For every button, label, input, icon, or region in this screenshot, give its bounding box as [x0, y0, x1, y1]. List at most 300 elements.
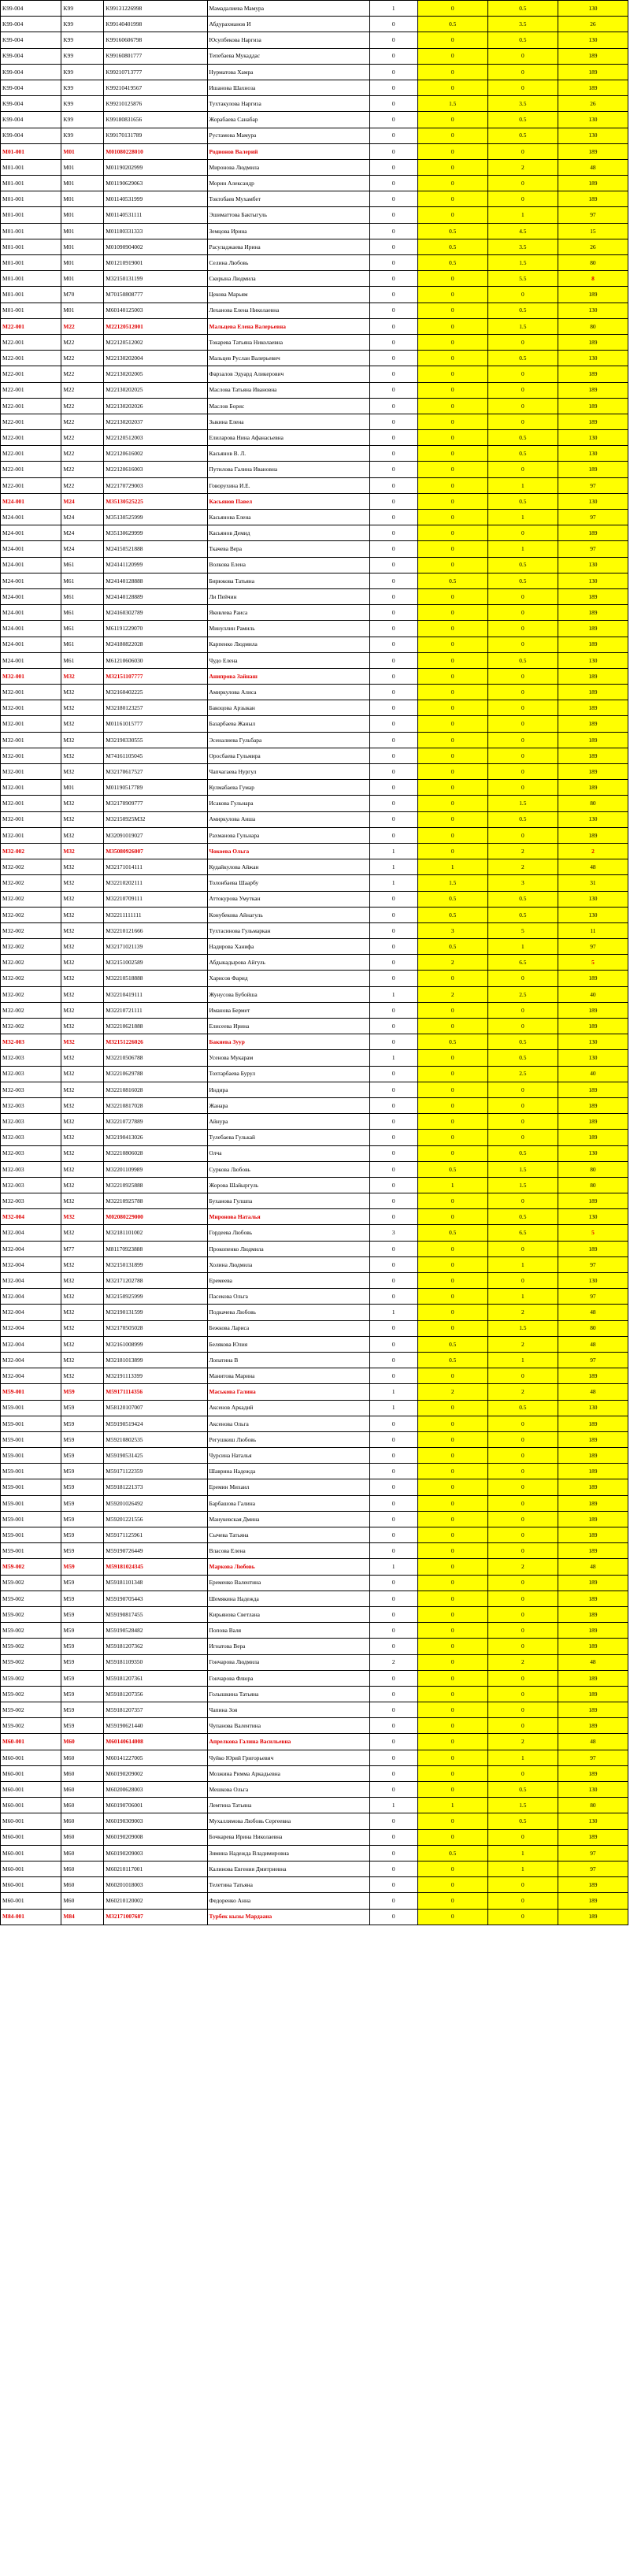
value-1-cell: 0 — [369, 1431, 417, 1447]
value-1-cell: 0 — [369, 1082, 417, 1097]
table-row — [1, 1813, 628, 1829]
value-3-cell: 1 — [487, 1352, 558, 1368]
value-3-cell: 0 — [487, 780, 558, 796]
value-4-cell: 5 — [558, 955, 628, 971]
value-4-cell: 5 — [558, 1225, 628, 1241]
account-cell: M32210806028 — [104, 1145, 207, 1161]
branch-cell: M32-002 — [1, 939, 61, 955]
name-cell: Еремин Михаил — [207, 1479, 369, 1495]
value-3-cell: 0 — [487, 191, 558, 207]
name-cell: Голышкина Татьяна — [207, 1686, 369, 1702]
code-cell: M32 — [61, 796, 104, 811]
code-cell: M32 — [61, 971, 104, 986]
value-4-cell: 80 — [558, 796, 628, 811]
code-cell: M32 — [61, 1352, 104, 1368]
branch-cell: M22-001 — [1, 446, 61, 462]
branch-cell: M59-002 — [1, 1686, 61, 1702]
branch-cell: K99-004 — [1, 1, 61, 17]
value-4-cell: 40 — [558, 986, 628, 1002]
account-cell: M22170729003 — [104, 477, 207, 493]
value-4-cell: 31 — [558, 875, 628, 891]
value-2-cell: 0.5 — [417, 1845, 487, 1861]
value-2-cell: 0 — [417, 191, 487, 207]
code-cell: M70 — [61, 287, 104, 303]
value-1-cell: 0 — [369, 176, 417, 191]
value-3-cell: 4.5 — [487, 223, 558, 239]
name-cell: Елиларова Нина Афанасьевна — [207, 430, 369, 446]
value-2-cell: 0 — [417, 1559, 487, 1575]
name-cell: Лемтина Татьяна — [207, 1798, 369, 1813]
account-cell: M32210629788 — [104, 1066, 207, 1082]
value-3-cell: 1 — [487, 1845, 558, 1861]
value-4-cell: 130 — [558, 430, 628, 446]
value-3-cell: 0 — [487, 588, 558, 604]
value-4-cell: 48 — [558, 1384, 628, 1400]
value-3-cell: 0 — [487, 685, 558, 700]
value-2-cell: 2 — [417, 986, 487, 1002]
code-cell: K99 — [61, 128, 104, 143]
table-row — [1, 557, 628, 573]
value-4-cell: 48 — [558, 859, 628, 875]
value-3-cell: 2 — [487, 1305, 558, 1320]
code-cell: M22 — [61, 446, 104, 462]
account-cell: M35130629999 — [104, 525, 207, 541]
account-cell: M24180822028 — [104, 637, 207, 652]
value-3-cell: 5 — [487, 922, 558, 938]
value-1-cell: 0 — [369, 414, 417, 429]
value-3-cell: 2 — [487, 859, 558, 875]
name-cell: Тулебаева Гулькай — [207, 1130, 369, 1145]
value-3-cell: 0 — [487, 748, 558, 763]
value-3-cell: 3 — [487, 875, 558, 891]
value-2-cell: 0 — [417, 1002, 487, 1018]
table-row — [1, 1511, 628, 1527]
value-1-cell: 0 — [369, 287, 417, 303]
value-2-cell: 0 — [417, 1591, 487, 1606]
code-cell: M32 — [61, 1336, 104, 1352]
value-4-cell: 189 — [558, 334, 628, 350]
value-4-cell: 189 — [558, 287, 628, 303]
account-cell: M59181207362 — [104, 1639, 207, 1654]
table-row — [1, 1114, 628, 1130]
value-4-cell: 130 — [558, 652, 628, 668]
name-cell: Путилова Галина Ивановна — [207, 462, 369, 477]
value-3-cell: 0 — [487, 1575, 558, 1591]
name-cell: Аксенова Ольга — [207, 1416, 369, 1431]
account-cell: M59201221556 — [104, 1511, 207, 1527]
value-4-cell: 80 — [558, 1177, 628, 1193]
value-4-cell: 189 — [558, 1686, 628, 1702]
table-row — [1, 875, 628, 891]
name-cell: Суркова Любовь — [207, 1161, 369, 1177]
value-1-cell: 0 — [369, 764, 417, 780]
code-cell: M60 — [61, 1765, 104, 1781]
value-3-cell: 0.5 — [487, 32, 558, 48]
value-1-cell: 0 — [369, 1591, 417, 1606]
value-4-cell: 97 — [558, 510, 628, 525]
account-cell: M59181024345 — [104, 1559, 207, 1575]
code-cell: M61 — [61, 588, 104, 604]
account-cell: K99210713777 — [104, 64, 207, 80]
table-row — [1, 207, 628, 223]
branch-cell: M01-001 — [1, 176, 61, 191]
name-cell: Гончарова Флюра — [207, 1670, 369, 1686]
value-3-cell: 0 — [487, 1829, 558, 1845]
account-cell: M32151107777 — [104, 668, 207, 684]
branch-cell: M32-003 — [1, 1193, 61, 1209]
table-row — [1, 700, 628, 716]
value-2-cell: 0 — [417, 827, 487, 843]
value-4-cell: 130 — [558, 811, 628, 827]
account-cell: M60190209002 — [104, 1765, 207, 1781]
value-1-cell: 0 — [369, 939, 417, 955]
value-4-cell: 189 — [558, 1639, 628, 1654]
value-1-cell: 0 — [369, 1670, 417, 1686]
value-4-cell: 189 — [558, 64, 628, 80]
branch-cell: M59-001 — [1, 1416, 61, 1431]
account-cell: M32210816028 — [104, 1082, 207, 1097]
account-cell: M32150131199 — [104, 271, 207, 287]
value-4-cell: 189 — [558, 685, 628, 700]
value-2-cell: 0.5 — [417, 239, 487, 254]
branch-cell: M32-001 — [1, 827, 61, 843]
value-3-cell: 0 — [487, 1623, 558, 1639]
value-2-cell: 0 — [417, 668, 487, 684]
account-cell: M32151226026 — [104, 1034, 207, 1050]
account-cell: M22130202026 — [104, 398, 207, 414]
value-2-cell: 0 — [417, 1320, 487, 1336]
code-cell: M32 — [61, 1209, 104, 1225]
account-cell: M32160402225 — [104, 685, 207, 700]
account-cell: M32191113399 — [104, 1368, 207, 1384]
code-cell: M59 — [61, 1448, 104, 1464]
value-1-cell: 0 — [369, 128, 417, 143]
code-cell: K99 — [61, 17, 104, 32]
branch-cell: M24-001 — [1, 621, 61, 637]
value-1-cell: 0 — [369, 351, 417, 366]
value-4-cell: 15 — [558, 223, 628, 239]
value-1-cell: 1 — [369, 843, 417, 859]
name-cell: Селина Любовь — [207, 255, 369, 271]
table-row — [1, 1050, 628, 1066]
name-cell: Яковлева Раиса — [207, 605, 369, 621]
code-cell: M59 — [61, 1543, 104, 1559]
name-cell: Фарзалов Эдуард Аликерович — [207, 366, 369, 382]
value-4-cell: 189 — [558, 462, 628, 477]
code-cell: M84 — [61, 1909, 104, 1925]
value-1-cell: 0 — [369, 1909, 417, 1925]
table-row — [1, 1097, 628, 1113]
branch-cell: M24-001 — [1, 493, 61, 509]
name-cell: Мешкова Ольга — [207, 1782, 369, 1798]
value-3-cell: 0 — [487, 764, 558, 780]
value-2-cell: 0 — [417, 1241, 487, 1256]
code-cell: M32 — [61, 685, 104, 700]
account-cell: M60210117001 — [104, 1861, 207, 1876]
account-cell: M24141120999 — [104, 557, 207, 573]
code-cell: M24 — [61, 493, 104, 509]
branch-cell: M32-002 — [1, 843, 61, 859]
value-3-cell: 0 — [487, 1114, 558, 1130]
value-3-cell: 1.5 — [487, 796, 558, 811]
name-cell: Ли Пейчин — [207, 588, 369, 604]
code-cell: M32 — [61, 955, 104, 971]
value-4-cell: 189 — [558, 621, 628, 637]
name-cell: Чупанова Валентина — [207, 1718, 369, 1734]
value-1-cell: 0 — [369, 303, 417, 318]
code-cell: M60 — [61, 1734, 104, 1750]
value-2-cell: 0.5 — [417, 1336, 487, 1352]
value-2-cell: 0 — [417, 366, 487, 382]
value-2-cell: 0 — [417, 1718, 487, 1734]
branch-cell: M32-004 — [1, 1305, 61, 1320]
value-2-cell: 0 — [417, 318, 487, 334]
value-2-cell: 0 — [417, 1765, 487, 1781]
value-3-cell: 0 — [487, 1702, 558, 1718]
name-cell: Токтобаев Мухамбет — [207, 191, 369, 207]
code-cell: M32 — [61, 1145, 104, 1161]
value-4-cell: 26 — [558, 239, 628, 254]
value-3-cell: 0 — [487, 287, 558, 303]
code-cell: K99 — [61, 1, 104, 17]
code-cell: M59 — [61, 1511, 104, 1527]
value-2-cell: 0 — [417, 382, 487, 398]
value-3-cell: 0 — [487, 1416, 558, 1431]
branch-cell: M32-004 — [1, 1256, 61, 1272]
value-1-cell: 0 — [369, 1813, 417, 1829]
value-3-cell: 1.5 — [487, 255, 558, 271]
account-cell: K99160606798 — [104, 32, 207, 48]
code-cell: M59 — [61, 1527, 104, 1543]
value-2-cell: 0 — [417, 1639, 487, 1654]
name-cell: Базарбаева Жаныл — [207, 716, 369, 732]
name-cell: Шаврина Надежда — [207, 1464, 369, 1479]
value-2-cell: 0 — [417, 811, 487, 827]
value-4-cell: 189 — [558, 700, 628, 716]
value-2-cell: 0 — [417, 1606, 487, 1622]
account-cell: M59190726449 — [104, 1543, 207, 1559]
value-2-cell: 0 — [417, 637, 487, 652]
value-4-cell: 189 — [558, 1114, 628, 1130]
value-1-cell: 0 — [369, 637, 417, 652]
table-row — [1, 811, 628, 827]
account-cell: K99180831656 — [104, 112, 207, 128]
value-1-cell: 1 — [369, 1798, 417, 1813]
value-4-cell: 189 — [558, 780, 628, 796]
table-row — [1, 1320, 628, 1336]
name-cell: Телетина Татьяна — [207, 1877, 369, 1893]
value-2-cell: 0 — [417, 351, 487, 366]
value-2-cell: 1.5 — [417, 875, 487, 891]
account-cell: K99170131789 — [104, 128, 207, 143]
value-4-cell: 48 — [558, 1559, 628, 1575]
code-cell: M01 — [61, 303, 104, 318]
branch-cell: M32-004 — [1, 1336, 61, 1352]
table-row — [1, 414, 628, 429]
table-row — [1, 1177, 628, 1193]
value-2-cell: 0.5 — [417, 255, 487, 271]
value-1-cell: 0 — [369, 80, 417, 95]
branch-cell: M59-002 — [1, 1606, 61, 1622]
account-cell: K99160801777 — [104, 48, 207, 64]
value-2-cell: 0 — [417, 1289, 487, 1305]
value-2-cell: 3 — [417, 922, 487, 938]
value-1-cell: 0 — [369, 191, 417, 207]
value-3-cell: 0 — [487, 1495, 558, 1511]
account-cell: M32161008999 — [104, 1336, 207, 1352]
branch-cell: K99-004 — [1, 64, 61, 80]
value-2-cell: 0.5 — [417, 223, 487, 239]
value-3-cell: 0.5 — [487, 1400, 558, 1416]
value-1-cell: 0 — [369, 1097, 417, 1113]
value-1-cell: 0 — [369, 685, 417, 700]
branch-cell: M22-001 — [1, 430, 61, 446]
value-2-cell: 0 — [417, 1, 487, 17]
branch-cell: M22-001 — [1, 334, 61, 350]
name-cell: Бирюкова Татьяна — [207, 573, 369, 588]
name-cell: Жорабаева Санабар — [207, 112, 369, 128]
value-1-cell: 0 — [369, 64, 417, 80]
branch-cell: M60-001 — [1, 1813, 61, 1829]
value-4-cell: 189 — [558, 716, 628, 732]
value-2-cell: 0 — [417, 1511, 487, 1527]
branch-cell: M32-004 — [1, 1289, 61, 1305]
value-1-cell: 0 — [369, 1066, 417, 1082]
value-2-cell: 0 — [417, 1893, 487, 1909]
value-4-cell: 130 — [558, 891, 628, 907]
branch-cell: M32-001 — [1, 685, 61, 700]
table-row — [1, 1431, 628, 1447]
account-cell: M32201109989 — [104, 1161, 207, 1177]
value-4-cell: 130 — [558, 1273, 628, 1289]
branch-cell: M32-002 — [1, 955, 61, 971]
branch-cell: M32-004 — [1, 1368, 61, 1384]
name-cell: Мухаллямова Любовь Сергеевна — [207, 1813, 369, 1829]
value-3-cell: 0.5 — [487, 1145, 558, 1161]
table-row — [1, 398, 628, 414]
table-row — [1, 732, 628, 748]
branch-cell: M32-002 — [1, 875, 61, 891]
code-cell: M59 — [61, 1686, 104, 1702]
value-3-cell: 0 — [487, 700, 558, 716]
value-3-cell: 0.5 — [487, 446, 558, 462]
value-1-cell: 0 — [369, 1750, 417, 1765]
account-cell: M22130202004 — [104, 351, 207, 366]
name-cell: Барбашова Галина — [207, 1495, 369, 1511]
value-2-cell: 0 — [417, 143, 487, 159]
name-cell: Харисов Фарид — [207, 971, 369, 986]
value-1-cell: 2 — [369, 1654, 417, 1670]
value-3-cell: 0 — [487, 64, 558, 80]
value-4-cell: 130 — [558, 907, 628, 922]
value-3-cell: 0 — [487, 732, 558, 748]
branch-cell: M32-003 — [1, 1130, 61, 1145]
value-4-cell: 189 — [558, 1623, 628, 1639]
name-cell: Гончарова Людмила — [207, 1654, 369, 1670]
value-2-cell: 0 — [417, 430, 487, 446]
branch-cell: M32-003 — [1, 1050, 61, 1066]
value-2-cell: 0 — [417, 1543, 487, 1559]
value-3-cell: 3.5 — [487, 239, 558, 254]
value-2-cell: 0 — [417, 843, 487, 859]
account-cell: M01180331333 — [104, 223, 207, 239]
value-2-cell: 0 — [417, 1193, 487, 1209]
value-2-cell: 0 — [417, 1368, 487, 1384]
table-row — [1, 1241, 628, 1256]
code-cell: M59 — [61, 1384, 104, 1400]
value-2-cell: 0 — [417, 748, 487, 763]
branch-cell: M60-001 — [1, 1782, 61, 1798]
name-cell: Жанара — [207, 1097, 369, 1113]
branch-cell: M60-001 — [1, 1734, 61, 1750]
code-cell: M32 — [61, 1289, 104, 1305]
table-row — [1, 1909, 628, 1925]
value-3-cell: 0 — [487, 1511, 558, 1527]
value-3-cell: 0 — [487, 1639, 558, 1654]
value-2-cell: 0.5 — [417, 573, 487, 588]
name-cell: Чапчагаева Нургул — [207, 764, 369, 780]
name-cell: Маслова Татьяна Ивановна — [207, 382, 369, 398]
table-row — [1, 1861, 628, 1876]
account-cell: M32170909777 — [104, 796, 207, 811]
value-3-cell: 0 — [487, 1893, 558, 1909]
branch-cell: M32-004 — [1, 1241, 61, 1256]
value-3-cell: 0 — [487, 1479, 558, 1495]
name-cell: Жунусова Бубойша — [207, 986, 369, 1002]
value-2-cell: 2 — [417, 1384, 487, 1400]
code-cell: K99 — [61, 48, 104, 64]
value-4-cell: 189 — [558, 1543, 628, 1559]
table-row — [1, 176, 628, 191]
code-cell: M32 — [61, 1066, 104, 1082]
value-1-cell: 0 — [369, 1416, 417, 1431]
value-3-cell: 5.5 — [487, 271, 558, 287]
value-1-cell: 0 — [369, 1273, 417, 1289]
account-cell: M32170617527 — [104, 764, 207, 780]
name-cell: Минуллин Рамиль — [207, 621, 369, 637]
table-row — [1, 891, 628, 907]
code-cell: M59 — [61, 1400, 104, 1416]
value-2-cell: 0 — [417, 510, 487, 525]
value-2-cell: 0 — [417, 1909, 487, 1925]
value-1-cell: 0 — [369, 716, 417, 732]
branch-cell: M59-001 — [1, 1431, 61, 1447]
value-3-cell: 0 — [487, 334, 558, 350]
code-cell: K99 — [61, 112, 104, 128]
value-1-cell: 0 — [369, 1893, 417, 1909]
name-cell: Кудайкулова Айжан — [207, 859, 369, 875]
value-1-cell: 1 — [369, 1305, 417, 1320]
value-3-cell: 0 — [487, 827, 558, 843]
table-row — [1, 477, 628, 493]
value-4-cell: 130 — [558, 1050, 628, 1066]
value-2-cell: 0 — [417, 1623, 487, 1639]
value-3-cell: 1.5 — [487, 1798, 558, 1813]
value-1-cell: 0 — [369, 477, 417, 493]
value-2-cell: 0 — [417, 1019, 487, 1034]
name-cell: Амиркулова Алиса — [207, 685, 369, 700]
account-cell: M60210120002 — [104, 1893, 207, 1909]
value-3-cell: 0.5 — [487, 1034, 558, 1050]
value-1-cell: 0 — [369, 1511, 417, 1527]
value-1-cell: 0 — [369, 891, 417, 907]
table-row — [1, 748, 628, 763]
table-row — [1, 303, 628, 318]
value-1-cell: 0 — [369, 1241, 417, 1256]
value-1-cell: 0 — [369, 366, 417, 382]
table-row — [1, 1193, 628, 1209]
table-row — [1, 255, 628, 271]
